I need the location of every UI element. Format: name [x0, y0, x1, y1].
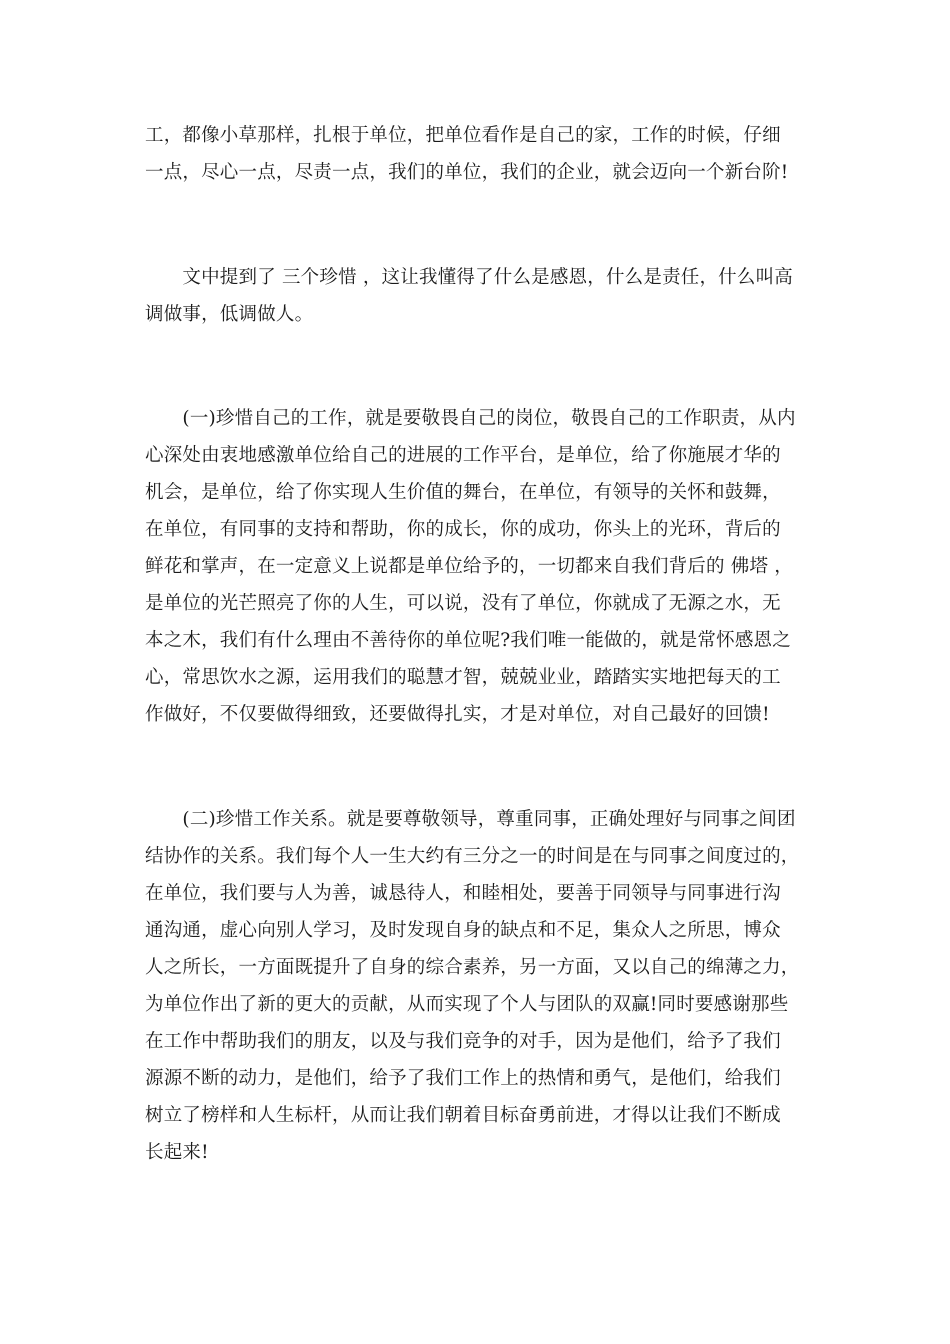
paragraph-line: 是单位的光芒照亮了你的人生，可以说，没有了单位，你就成了无源之水，无	[145, 593, 781, 614]
paragraph-line: 树立了榜样和人生标杆，从而让我们朝着目标奋勇前进，才得以让我们不断成	[145, 1105, 781, 1126]
paragraph-line: (一)珍惜自己的工作，就是要敬畏自己的岗位，敬畏自己的工作职责，从内	[145, 408, 796, 429]
paragraph-line: 调做事，低调做人。	[145, 304, 314, 325]
paragraph-line: 结协作的关系。我们每个人一生大约有三分之一的时间是在与同事之间度过的，	[145, 846, 800, 867]
paragraph-line: 工，都像小草那样，扎根于单位，把单位看作是自己的家，工作的时候，仔细	[145, 125, 781, 146]
paragraph-line: 一点，尽心一点，尽责一点，我们的单位，我们的企业，就会迈向一个新台阶!	[145, 162, 789, 183]
paragraph-line: 通沟通，虚心向别人学习，及时发现自身的缺点和不足，集众人之所思，博众	[145, 920, 781, 941]
paragraph-line: 文中提到了 三个珍惜 ，这让我懂得了什么是感恩，什么是责任，什么叫高	[145, 267, 793, 288]
paragraph-line: 为单位作出了新的更大的贡献，从而实现了个人与团队的双赢!同时要感谢那些	[145, 994, 789, 1015]
paragraph-line: 心深处由衷地感激单位给自己的进展的工作平台，是单位，给了你施展才华的	[145, 445, 781, 466]
paragraph-line: 长起来!	[145, 1142, 209, 1163]
paragraph-line: 心，常思饮水之源，运用我们的聪慧才智，兢兢业业，踏踏实实地把每天的工	[145, 667, 781, 688]
paragraph-line: (二)珍惜工作关系。就是要尊敬领导，尊重同事，正确处理好与同事之间团	[145, 809, 796, 830]
paragraph-line: 在单位，有同事的支持和帮助，你的成长，你的成功，你头上的光环，背后的	[145, 519, 781, 540]
paragraph-line: 源源不断的动力，是他们，给予了我们工作上的热情和勇气，是他们，给我们	[145, 1068, 781, 1089]
paragraph-line: 机会，是单位，给了你实现人生价值的舞台，在单位，有领导的关怀和鼓舞，	[145, 482, 781, 503]
paragraph-line: 本之木，我们有什么理由不善待你的单位呢?我们唯一能做的，就是常怀感恩之	[145, 630, 791, 651]
paragraph-line: 作做好，不仅要做得细致，还要做得扎实，才是对单位，对自己最好的回馈!	[145, 704, 770, 725]
paragraph-line: 在单位，我们要与人为善，诚恳待人，和睦相处，要善于同领导与同事进行沟	[145, 883, 781, 904]
paragraph-line: 鲜花和掌声，在一定意义上说都是单位给予的，一切都来自我们背后的 佛塔 ，	[145, 556, 793, 577]
paragraph-line: 在工作中帮助我们的朋友，以及与我们竞争的对手，因为是他们，给予了我们	[145, 1031, 781, 1052]
paragraph-line: 人之所长，一方面既提升了自身的综合素养，另一方面，又以自己的绵薄之力，	[145, 957, 800, 978]
